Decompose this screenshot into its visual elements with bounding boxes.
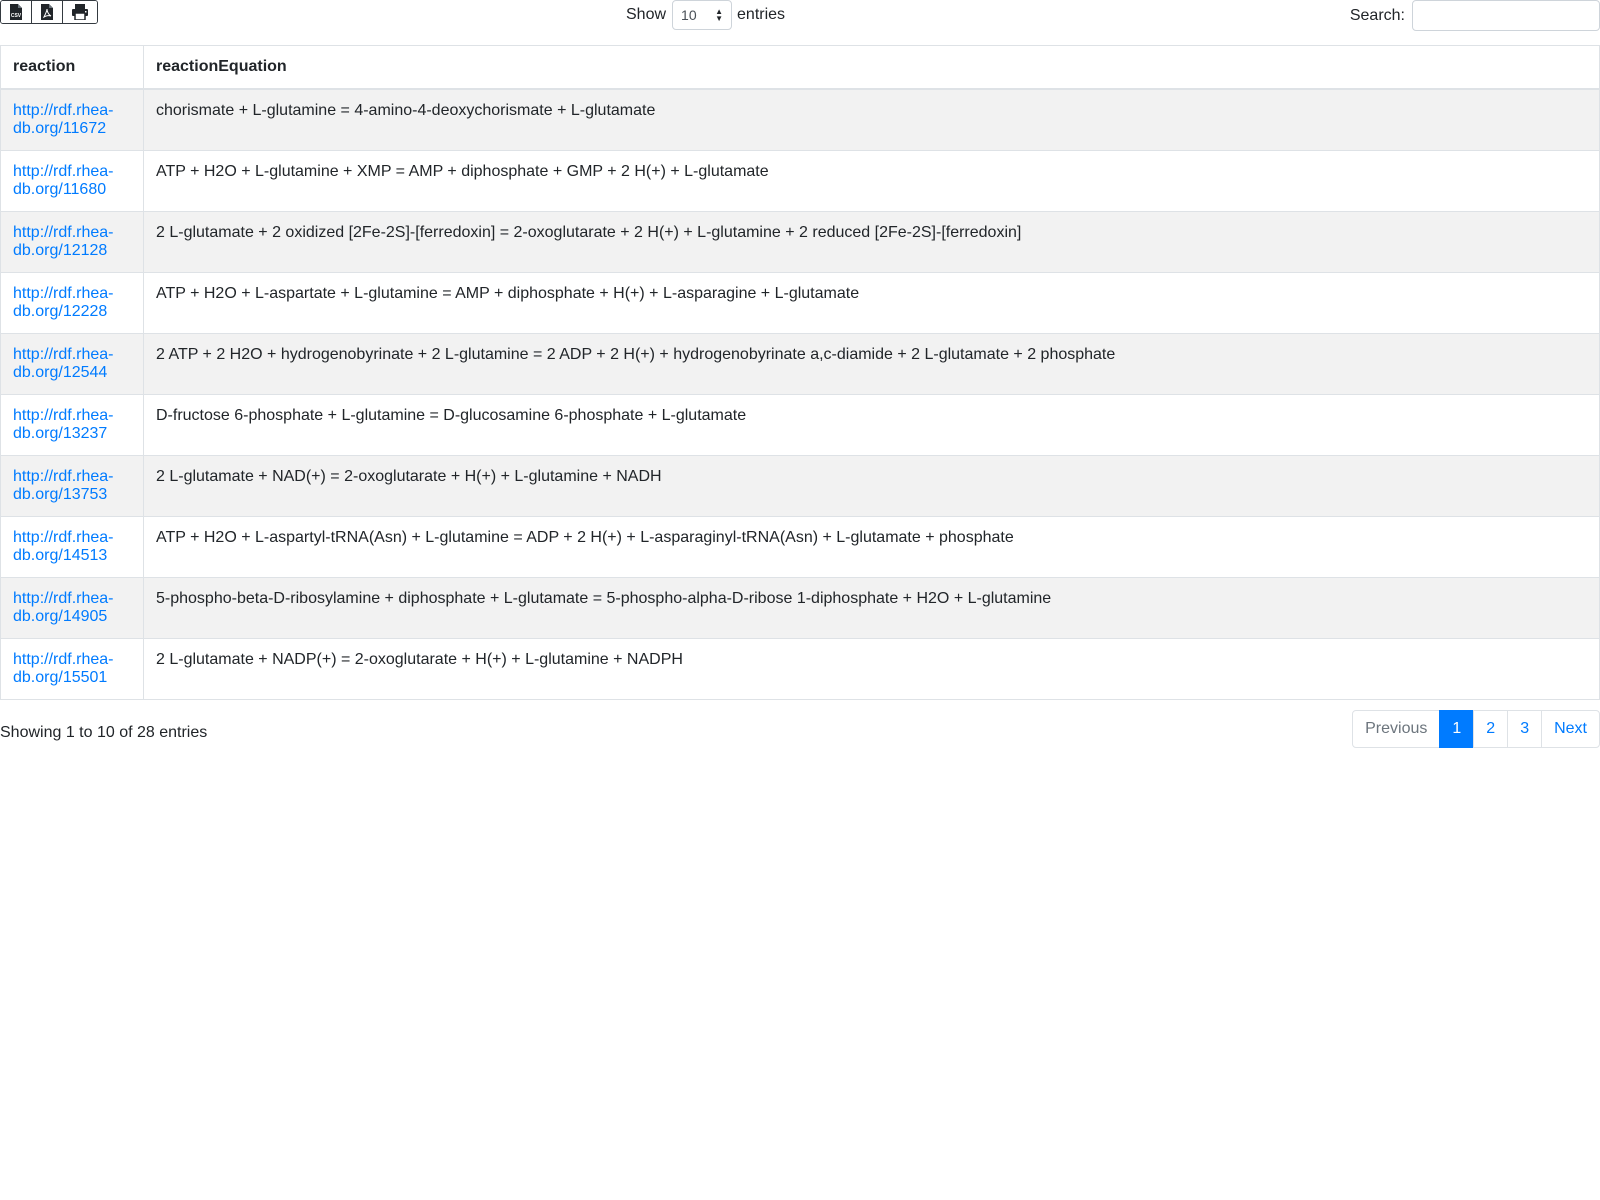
table-info: Showing 1 to 10 of 28 entries (0, 724, 208, 741)
reaction-equation-cell: 2 ATP + 2 H2O + hydrogenobyrinate + 2 L-glutamine = 2 ADP + 2 H(+) + hydrogenobyrinate a,c-diamide + 2 L-glutamate + 2 phosphate (144, 334, 1600, 395)
table-row (1, 89, 1600, 151)
table-row (1, 151, 1600, 212)
reaction-link-line2: db.org/12228 (13, 303, 108, 320)
reaction-link[interactable] (13, 651, 114, 686)
next-page-button[interactable]: Next (1541, 710, 1600, 748)
search-control (1350, 0, 1600, 31)
reaction-cell (1, 212, 144, 273)
reaction-equation-cell: D-fructose 6-phosphate + L-glutamine = D-glucosamine 6-phosphate + L-glutamate (144, 395, 1600, 456)
select-arrows-icon: ▲ ▼ (715, 7, 724, 23)
reaction-equation-cell: 2 L-glutamate + NAD(+) = 2-oxoglutarate + H(+) + L-glutamine + NADH (144, 456, 1600, 517)
previous-page-button[interactable]: Previous (1352, 710, 1440, 748)
column-header-reaction[interactable]: reaction (1, 46, 144, 90)
table-row (1, 639, 1600, 700)
table-header-row (1, 46, 1600, 90)
page-button-1[interactable]: 1 (1439, 710, 1474, 748)
reaction-link-line2: db.org/11672 (13, 120, 107, 137)
pdf-file-icon (40, 4, 54, 20)
page-length-control (626, 0, 785, 30)
reaction-cell (1, 273, 144, 334)
reaction-cell (1, 89, 144, 151)
reaction-link-line2: db.org/13237 (13, 425, 108, 442)
reaction-link-line1: http://rdf.rhea- (13, 651, 114, 668)
reaction-equation-cell: ATP + H2O + L-aspartyl-tRNA(Asn) + L-glutamine = ADP + 2 H(+) + L-asparaginyl-tRNA(Asn) + L-glutamate + phosphate (144, 517, 1600, 578)
table-body (1, 89, 1600, 700)
page-button-3[interactable]: 3 (1507, 710, 1542, 748)
reaction-link-line2: db.org/14513 (13, 547, 108, 564)
page-length-select[interactable] (672, 0, 732, 30)
reaction-equation-cell: 2 L-glutamate + 2 oxidized [2Fe-2S]-[ferredoxin] = 2-oxoglutarate + 2 H(+) + L-glutamine + 2 reduced [2Fe-2S]-[ferredoxin] (144, 212, 1600, 273)
table-row (1, 273, 1600, 334)
reaction-link-line1: http://rdf.rhea- (13, 590, 114, 607)
table-row (1, 334, 1600, 395)
entries-label: entries (737, 6, 786, 23)
reactions-table (0, 45, 1600, 700)
reaction-link-line2: db.org/12544 (13, 364, 108, 381)
reaction-link[interactable] (13, 529, 114, 564)
table-row (1, 395, 1600, 456)
page-length-value: 10 (681, 7, 697, 23)
reaction-link[interactable] (13, 346, 114, 381)
table-row (1, 517, 1600, 578)
reaction-cell (1, 334, 144, 395)
reaction-link[interactable] (13, 407, 114, 442)
printer-icon (71, 4, 89, 20)
pdf-export-button[interactable] (32, 1, 63, 23)
reaction-cell (1, 456, 144, 517)
reaction-link[interactable] (13, 102, 114, 137)
reaction-equation-cell: ATP + H2O + L-aspartate + L-glutamine = AMP + diphosphate + H(+) + L-asparagine + L-glutamate (144, 273, 1600, 334)
reaction-link-line1: http://rdf.rhea- (13, 285, 114, 302)
reaction-equation-cell: ATP + H2O + L-glutamine + XMP = AMP + diphosphate + GMP + 2 H(+) + L-glutamate (144, 151, 1600, 212)
reaction-link-line2: db.org/14905 (13, 608, 108, 625)
svg-text:CSV: CSV (10, 13, 22, 19)
print-button[interactable] (63, 1, 97, 23)
reaction-cell (1, 151, 144, 212)
pagination (1352, 710, 1600, 748)
search-label: Search: (1349, 6, 1405, 24)
table-row (1, 212, 1600, 273)
reaction-link-line1: http://rdf.rhea- (13, 163, 114, 180)
reaction-link[interactable] (13, 224, 114, 259)
table-controls (0, 0, 1600, 45)
reaction-cell (1, 517, 144, 578)
reaction-equation-cell: 2 L-glutamate + NADP(+) = 2-oxoglutarate + H(+) + L-glutamine + NADPH (144, 639, 1600, 700)
reaction-link-line2: db.org/11680 (13, 181, 107, 198)
reaction-link-line1: http://rdf.rhea- (13, 102, 114, 119)
csv-export-button[interactable] (1, 1, 32, 23)
column-header-reaction-equation[interactable]: reactionEquation (144, 46, 1600, 90)
reaction-cell (1, 639, 144, 700)
reaction-link-line1: http://rdf.rhea- (13, 529, 114, 546)
show-label: Show (626, 6, 667, 23)
search-input[interactable] (1412, 0, 1600, 31)
export-buttons (0, 0, 98, 24)
reaction-link-line2: db.org/15501 (13, 669, 108, 686)
reaction-link[interactable] (13, 590, 114, 625)
reaction-link-line2: db.org/12128 (13, 242, 108, 259)
page-button-2[interactable]: 2 (1473, 710, 1508, 748)
reaction-link-line1: http://rdf.rhea- (13, 346, 114, 363)
reaction-link[interactable] (13, 163, 114, 198)
reaction-link[interactable] (13, 285, 114, 320)
reaction-link-line2: db.org/13753 (13, 486, 108, 503)
table-row (1, 578, 1600, 639)
reaction-cell (1, 395, 144, 456)
reaction-link-line1: http://rdf.rhea- (13, 224, 114, 241)
reaction-equation-cell: chorismate + L-glutamine = 4-amino-4-deoxychorismate + L-glutamate (144, 89, 1600, 151)
table-row (1, 456, 1600, 517)
reaction-cell (1, 578, 144, 639)
reaction-link-line1: http://rdf.rhea- (13, 468, 114, 485)
reaction-equation-cell: 5-phospho-beta-D-ribosylamine + diphosphate + L-glutamate = 5-phospho-alpha-D-ribose 1-diphosphate + H2O + L-glutamine (144, 578, 1600, 639)
csv-file-icon (9, 4, 23, 20)
reaction-link-line1: http://rdf.rhea- (13, 407, 114, 424)
reaction-link[interactable] (13, 468, 114, 503)
